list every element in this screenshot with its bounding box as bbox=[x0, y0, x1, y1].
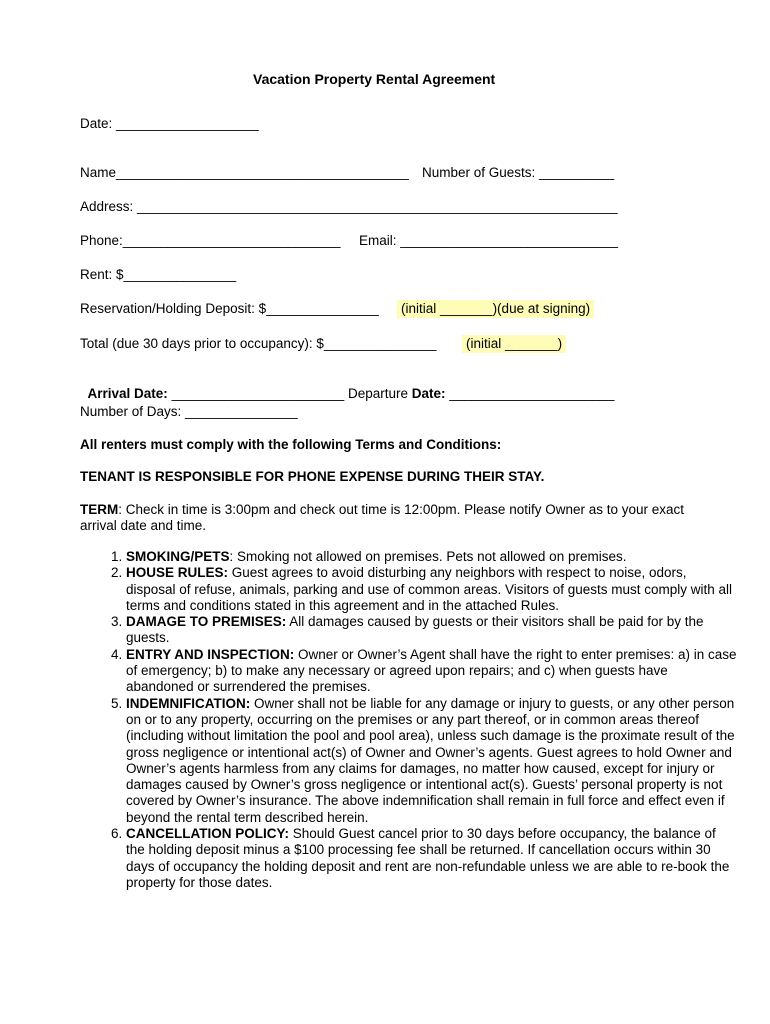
item-label: INDEMNIFICATION: bbox=[126, 695, 251, 711]
term-label: TERM bbox=[80, 502, 119, 517]
terms-heading: All renters must comply with the following Terms and Conditions: bbox=[80, 437, 502, 452]
departure-date-line[interactable]: ______________________ bbox=[445, 386, 615, 401]
list-item bbox=[126, 614, 738, 647]
terms-list bbox=[80, 549, 738, 891]
total-initial-highlight[interactable]: (initial _______) bbox=[462, 335, 566, 353]
departure-date-label: Date: bbox=[411, 386, 446, 401]
item-text: Guest agrees to avoid disturbing any neighbors with respect to noise, odors, disposal of refuse, animals, parking and use of common areas. Visitors of guests must comply with all terms and conditions stated in this agreement and in the attached Rules. bbox=[126, 565, 733, 613]
item-label: CANCELLATION POLICY: bbox=[126, 826, 289, 842]
item-text: All damages caused by guests or their visitors shall be paid for by the guests. bbox=[126, 614, 704, 646]
list-item bbox=[126, 826, 738, 891]
item-text: Owner shall not be liable for any damage or injury to guests, or any other person on or to any property, occurring on the premises or any part thereof, or in common areas thereof (including without limitation the pool and pool area), unless such damage is the proximate result of the gross negligence or intentional act(s) of Owner and Owner’s agents. Guest agrees to hold Owner and Owner’s agents harmless from any claims for damages, no matter how caused, except for injury or damages caused by Owner’s gross negligence or intentional act(s). Guests’ personal property is not covered by Owner’s insurance. The above indemnification shall remain in full force and effect even if beyond the rental term described herein. bbox=[126, 695, 735, 825]
list-item bbox=[126, 549, 738, 565]
number-of-guests-field[interactable]: Number of Guests: __________ bbox=[422, 165, 615, 180]
address-field[interactable]: Address: ________________________________________________________________ bbox=[80, 199, 618, 214]
phone-expense-notice: TENANT IS RESPONSIBLE FOR PHONE EXPENSE DURING THEIR STAY. bbox=[80, 469, 545, 484]
item-label: DAMAGE TO PREMISES: bbox=[126, 614, 287, 630]
item-text: : Smoking not allowed on premises. Pets not allowed on premises. bbox=[229, 549, 627, 564]
item-label: HOUSE RULES: bbox=[126, 565, 229, 581]
deposit-field[interactable]: Reservation/Holding Deposit: $_______________ bbox=[80, 301, 379, 316]
arrival-departure-line[interactable]: _______________________ Departure bbox=[167, 386, 412, 401]
item-text: Should Guest cancel prior to 30 days before occupancy, the balance of the holding deposit minus a $100 processing fee shall be returned. If cancellation occurs within 30 days of occupancy the holding deposit and rent are non-refundable unless we are able to re-book the property for those dates. bbox=[126, 826, 730, 890]
item-text: Owner or Owner’s Agent shall have the right to enter premises: a) in case of emergency; b) to make any necessary or agreed upon repairs; and c) when guests have abandoned or surrendered the premises. bbox=[126, 646, 737, 695]
list-item bbox=[126, 696, 738, 826]
deposit-initial-highlight[interactable]: (initial _______)(due at signing) bbox=[397, 300, 594, 318]
list-item bbox=[126, 565, 738, 614]
phone-field[interactable]: Phone:_____________________________ bbox=[80, 233, 341, 248]
arrival-departure-row[interactable] bbox=[80, 370, 615, 402]
list-item bbox=[126, 647, 738, 696]
date-field[interactable]: Date: ___________________ bbox=[80, 116, 259, 131]
name-field[interactable]: Name_______________________________________ bbox=[80, 165, 409, 180]
item-label: ENTRY AND INSPECTION: bbox=[126, 646, 295, 662]
total-field[interactable]: Total (due 30 days prior to occupancy): $_______________ bbox=[80, 336, 437, 351]
arrival-date-label: Arrival Date: bbox=[87, 386, 168, 401]
email-field[interactable]: Email: _____________________________ bbox=[359, 233, 618, 248]
item-label: SMOKING/PETS bbox=[126, 549, 230, 564]
term-paragraph bbox=[80, 502, 690, 534]
document-title: Vacation Property Rental Agreement bbox=[253, 71, 496, 87]
term-text: : Check in time is 3:00pm and check out time is 12:00pm. Please notify Owner as to your exact arrival date and time. bbox=[80, 502, 685, 533]
rent-field[interactable]: Rent: $_______________ bbox=[80, 267, 237, 282]
number-of-days-field[interactable]: Number of Days: _______________ bbox=[80, 404, 298, 419]
